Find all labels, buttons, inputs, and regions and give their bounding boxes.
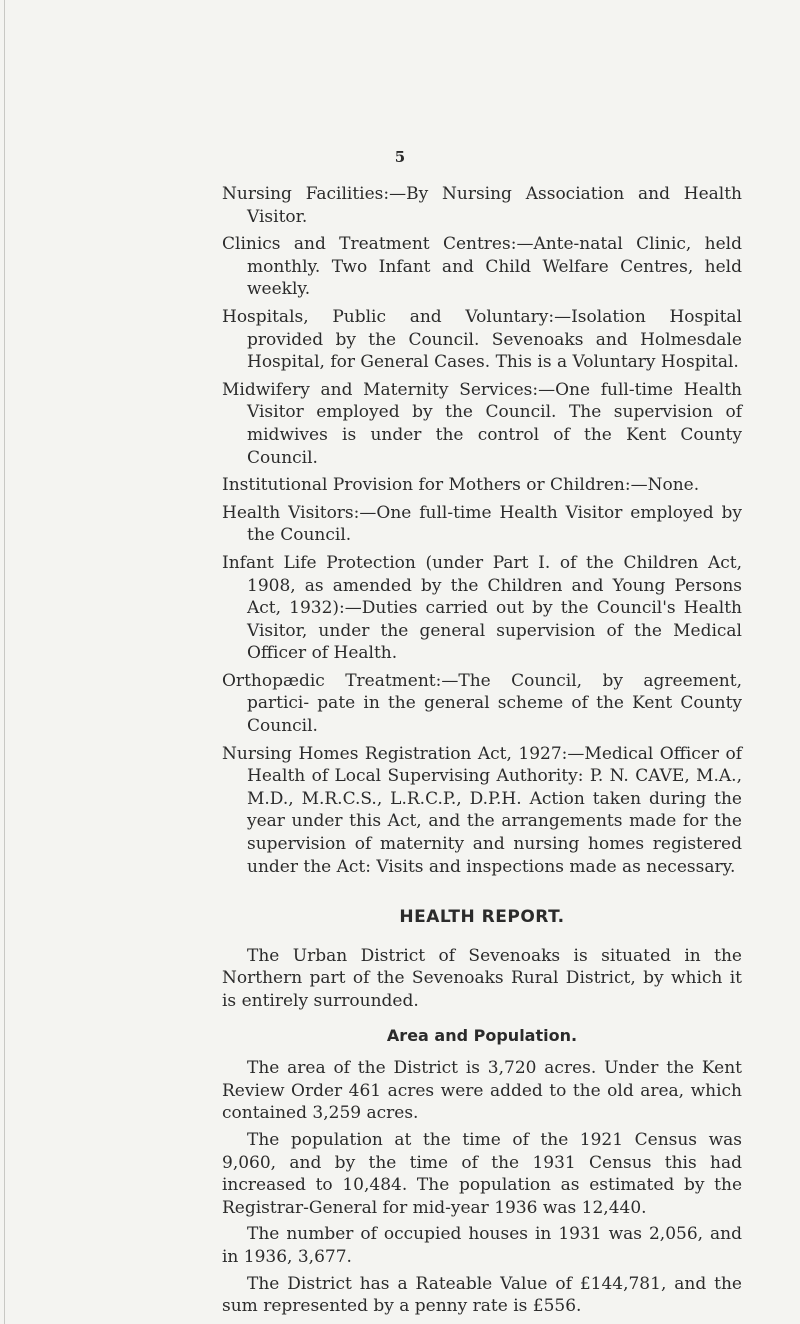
area-paragraph: The area of the District is 3,720 acres. Under the Kent Review Order 461 acres were added to the old area, which contained 3,259 acres. [222, 1058, 742, 1124]
health-report-heading: HEALTH REPORT. [399, 907, 565, 928]
service-item-nursing-homes: Nursing Homes Registration Act, 1927:—Medical Officer of Health of Local Supervising Authority: P. N. CAVE, M.A., M.D., M.R.C.S., L.R.C.P., D.P.H. Action taken during the year under this Act, and the arrangements made for the supervision of maternity and nursing homes registered under the Act: Visits and inspections made as necessary. [222, 743, 742, 877]
service-item-nursing: Nursing Facilities:—By Nursing Association and Health Visitor. [222, 184, 742, 227]
service-item-clinics: Clinics and Treatment Centres:—Ante-natal Clinic, held monthly. Two Infant and Child Welfare Centres, held weekly. [222, 234, 742, 300]
service-item-hospitals: Hospitals, Public and Voluntary:—Isolation Hospital provided by the Council. Sevenoaks and Holmesdale Hospital, for General Cases. This is a Voluntary Hospital. [222, 306, 742, 373]
houses-paragraph: The number of occupied houses in 1931 was 2,056, and in 1936, 3,677. [222, 1224, 742, 1267]
area-population-heading: Area and Population. [386, 1025, 578, 1045]
service-item-orthopaedic: Orthopædic Treatment:—The Council, by agreement, partici- pate in the general scheme of the Kent County Council. [222, 670, 742, 737]
service-item-midwifery: Midwifery and Maternity Services:—One full-time Health Visitor employed by the Council. The supervision of midwives is under the control of the Kent County Council. [222, 379, 742, 468]
health-report-intro: The Urban District of Sevenoaks is situated in the Northern part of the Sevenoaks Rural District, by which it is entirely surrounded. [222, 945, 742, 1011]
page-number: 5 [394, 148, 406, 166]
page-content [222, 183, 742, 1322]
service-item-health-visitors: Health Visitors:—One full-time Health Visitor employed by the Council. [222, 502, 742, 546]
rateable-value-paragraph: The District has a Rateable Value of £144,781, and the sum represented by a penny rate is £556. [222, 1273, 742, 1317]
population-paragraph: The population at the time of the 1921 Census was 9,060, and by the time of the 1931 Census this had increased to 10,484. The population as estimated by the Registrar-General for mid-year 1936 was 12,440. [222, 1129, 742, 1218]
page-edge-rule [4, 0, 5, 1324]
service-item-infant-life: Infant Life Protection (under Part I. of the Children Act, 1908, as amended by the Children and Young Persons Act, 1932):—Duties carried out by the Council's Health Visitor, under the general supervision of the Medical Officer of Health. [222, 552, 742, 664]
service-item-institutional: Institutional Provision for Mothers or Children:—None. [222, 475, 700, 496]
